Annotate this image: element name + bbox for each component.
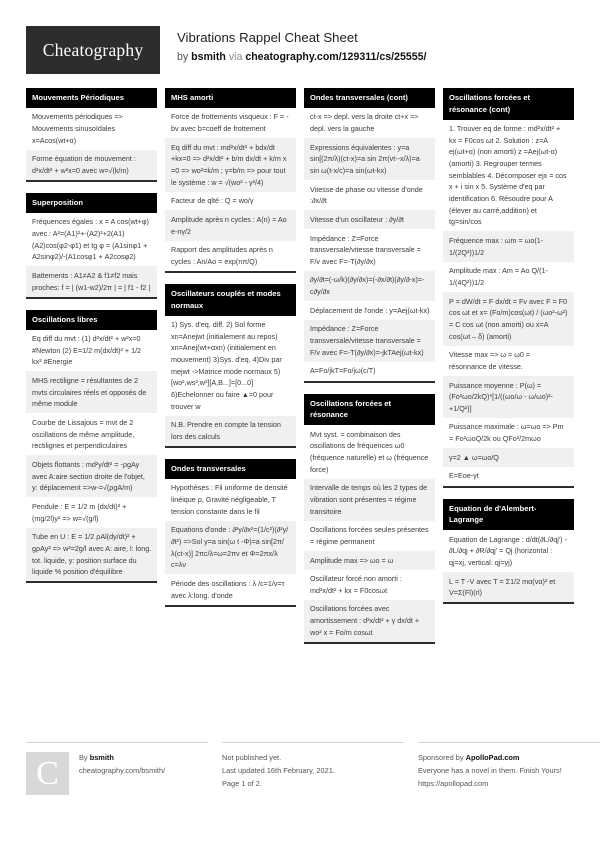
block-row: Forme équation de mouvement : d²x/dt² + w²x=0 avec w=√(k/m) <box>26 150 157 180</box>
block-row: Mouvements périodiques => Mouvements sinusoïdales x=Acos(wt+α) <box>26 108 157 150</box>
byline-author[interactable]: bsmith <box>191 50 226 63</box>
block-row: L = T -V avec T = Σ1/2 mα(vα)² et V=Σ(Fl)(rl) <box>443 572 574 602</box>
block-title: Oscillations libres <box>26 310 157 330</box>
cheatsheet-block <box>165 88 296 273</box>
block-title: Oscillations forcées et résonance <box>304 394 435 426</box>
block-row: Force de frottements visqueux : F = -bv avec b=coeff de frottement <box>165 108 296 138</box>
block-row: P = dW/dt = F dx/dt = Fv avec F = F0 cos ωt et x= (Fo/m)cos(ωt) / (ωo²-ω²) = C cos ωt (non amorti) ou x=A cos(ωt – δ) (amorti) <box>443 292 574 346</box>
block-row: Battements : A1≠A2 & f1≠f2 mais proches: f = | (w1-w2)/2π | = | f1 - f2 | <box>26 266 157 296</box>
block-row: Tube en U : E = 1/2 ρAl(dy/dt)² + gρAy² => w²=2g/l avec A: aire, l: long. tot. liquide, y: position surface du liquide % position d'équilibre <box>26 528 157 582</box>
footer-author-name[interactable]: bsmith <box>89 753 114 762</box>
block-row: ∂y/∂t=(-ω/k)(∂y/∂x)=(-∂x/∂t)(∂y/∂-x)=-c∂y/∂x <box>304 271 435 301</box>
block-row: Mvt syst. = combinaison des oscillations de fréquences ω0 (fréquence naturelle) et ω (fréquence force) <box>304 425 435 479</box>
block-row: MHS rectiligne = résultantes de 2 mvts circulaires réels et opposés de même module <box>26 371 157 413</box>
block-title: Ondes transversales (cont) <box>304 88 435 108</box>
footer-author-text <box>79 752 165 778</box>
sponsor-line <box>418 752 562 765</box>
block-row: Facteur de qlté : Q = wo/γ <box>165 192 296 211</box>
page-info: Page 1 of 2. <box>222 778 262 788</box>
block-row: 1. Trouver eq de forme : md²x/dt² + kx = F0cos ωt 2. Solution : z=A ej(ωt+α) (non amorti) z =Aej(ωt-α) (amorti) 3. Regrouper termes semblables 4. Décomposer ejx = cos x + i sin x 5. Système d'eq par identification 6. Résoudre pour A (élever au carré,addition) et tg=sin/cos <box>443 120 574 232</box>
footer-by-label: By <box>79 753 90 762</box>
block-title: Mouvements Périodiques <box>26 88 157 108</box>
block-row: Déplacement de l'onde : y=Aej(ωt-kx) <box>304 301 435 320</box>
cheatsheet-column <box>443 88 574 615</box>
block-row: Expressions équivalentes : y=a sin[(2π/λ)(ct-x)=a sin 2π(vt--x/λ)=a sin ω(t-x/c)=a sin(ωt-kx) <box>304 138 435 180</box>
block-row: Puissance maximale : ω=ωo => Pm = Fo²ωoQ/2k ou QFo²/2mωo <box>443 418 574 448</box>
block-row: Amplitude max => ωo = ω <box>304 551 435 570</box>
block-row: Courbe de Lissajous = mvt de 2 oscillations de même amplitude, rectilignes et perpendiculaires <box>26 413 157 455</box>
cheatsheet-block <box>26 88 157 182</box>
block-title: MHS amorti <box>165 88 296 108</box>
block-row: Vitesse de phase ou vitesse d'onde :∂x/∂t <box>304 180 435 210</box>
last-updated: Last updated 16th February, 2021. <box>222 765 335 775</box>
block-row: Amplitude max : Am = Ao Q/(1-1/(4Q²))1/2 <box>443 262 574 292</box>
avatar: C <box>26 752 69 795</box>
block-row: Période des oscillations : λ /c=1/ν=τ avec λ:long. d'onde <box>165 574 296 604</box>
logo-text: Cheatography <box>42 39 144 60</box>
footer-author-url[interactable]: cheatography.com/bsmith/ <box>79 765 166 775</box>
block-row: Amplitude après n cycles : A(n) = Ao e-nγ/2 <box>165 210 296 240</box>
page-title: Vibrations Rappel Cheat Sheet <box>177 30 358 45</box>
byline <box>177 50 427 64</box>
block-row: Equations d'onde : ∂²y/∂x²=(1/c²)(∂²y/∂t²) =>Sol y=a sin(ω t -Φ)=a sin[2π/λ(ct-x)] 2πc/λ=ω=2πν et Φ=2πx/λ c=λν <box>165 521 296 575</box>
footer-sponsor-column <box>418 742 600 795</box>
sponsor-tagline: Everyone has a novel in them. Finish Yours! <box>418 765 562 775</box>
block-row: Impédance : Z=Force transversale/vitesse transversale = F/v avec F=-T(∂y/∂x) <box>304 229 435 271</box>
block-row: ct-x => depl. vers la droite ct+x => depl. vers la gauche <box>304 108 435 138</box>
block-row: Hypothèses : Fil uniforme de densité linéique ρ, Gravité négligeable, T tension constante dans le fil <box>165 479 296 521</box>
block-row: E=Eoe-γt <box>443 467 574 486</box>
block-row: Fréquences égales : x = A cos(wt+φ) avec : A²=(A1)²+-(A2)²+2(A1)(A2)cos(φ2-φ1) et tg φ = (A1sinφ1 + A2sinφ2)/-(A1cosφ1 + A2cosφ2) <box>26 213 157 267</box>
footer-sponsor-text <box>418 752 562 791</box>
title-block <box>177 26 427 64</box>
block-row: Equation de Lagrange : d/dt(∂L/∂qj') - ∂L/∂qj + ∂R/∂qj' = Qj (horizontal : qj=xj, vertical: qj=yj) <box>443 530 574 572</box>
block-row: γ=2 ▲ ω=ωo/Q <box>443 448 574 467</box>
cheatsheet-block <box>26 310 157 584</box>
sponsor-url[interactable]: https://apollopad.com <box>418 778 489 788</box>
byline-via: via <box>225 50 246 63</box>
cheatsheet-columns <box>26 88 574 655</box>
footer-author-column <box>26 742 208 795</box>
block-row: Pendule : E = 1/2 m (dx/dt)² + (mg/2l)y² => w=√(g/l) <box>26 497 157 527</box>
block-row: Oscillations forcées seules présentes = régime permanent <box>304 521 435 551</box>
block-row: Oscillations forcées avec amortissement : d²x/dt² + γ dx/dt + wo² x = Fo/m cosωt <box>304 600 435 642</box>
block-row: Vitesse d'un oscillateur : ∂y/∂t <box>304 210 435 229</box>
sponsor-prefix: Sponsored by <box>418 753 466 762</box>
cheatsheet-column <box>304 88 435 655</box>
sponsor-name[interactable]: ApolloPad.com <box>465 753 520 762</box>
block-title: Superposition <box>26 193 157 213</box>
block-title: Ondes transversales <box>165 459 296 479</box>
cheatsheet-block <box>443 88 574 488</box>
page-footer <box>26 742 574 795</box>
block-row: Oscillateur forcé non amorti : md²x/dt² + kx = F0cosωt <box>304 570 435 600</box>
block-row: Objets flottants : md²y/dt² = -ρgAy avec A:aire section droite de l'objet, y: déplacement =>w-=√(ρgA/m) <box>26 455 157 497</box>
page-header <box>0 0 600 63</box>
block-row: A=Fo/jkT=Fo/jω(c/T) <box>304 362 435 381</box>
block-title: Oscillateurs couplés et modes normaux <box>165 284 296 316</box>
block-row: 1) Sys. d'eq. diff. 2) Sol forme xn=Anejwt (initialement au repos) xn=Anej(wt+αxn) (initialement en mouvement) 3)Sys. d'eq. 4)Div par mejwt ->Matrice mode normaux 5)[wo²,ws²,w²][A,B...]=[0...0] 6)Echelonner ou faire ▲=0 pour trouver w <box>165 316 296 416</box>
block-title: Oscillations forcées et résonance (cont) <box>443 88 574 120</box>
cheatsheet-block <box>165 284 296 448</box>
cheatsheet-column <box>165 88 296 618</box>
block-title: Equation de d'Alembert-Lagrange <box>443 499 574 531</box>
block-row: Intervalle de temps où les 2 types de vibration sont présentes = régime transitoire <box>304 479 435 521</box>
block-row: Eq diff du mvt : (1) d²x/dt² + w²x=0 #Newton (2) E=1/2 m(dx/dt)² + 1/2 kx² #Energie <box>26 330 157 372</box>
block-row: Impédance : Z=Force transversale/vitesse transversale = F/v avec F=-T(∂y/∂x)=-jkTAej(ωt-kx) <box>304 320 435 362</box>
footer-publish-text <box>222 752 335 791</box>
block-row: N.B. Prendre en compte la tension lors des calculs <box>165 416 296 446</box>
block-row: Eq diff du mvt : md²x/dt² + bdx/dt +kx=0 => d²x/dt² + b/m dx/dt + k/m x =0 => wo²=k/m ; γ=b/m => pour tout le système : w = √(wo² - γ²/4) <box>165 138 296 192</box>
cheatography-logo[interactable] <box>26 26 160 74</box>
block-row: Fréquence max : ωm = ωo(1-1/(2Q²))1/2 <box>443 231 574 261</box>
publish-status: Not published yet. <box>222 753 282 762</box>
cheatsheet-block <box>26 193 157 299</box>
byline-source-link[interactable]: cheatography.com/129311/cs/25555/ <box>245 50 427 63</box>
footer-publish-column <box>222 742 404 795</box>
cheatsheet-block <box>304 394 435 644</box>
cheatsheet-block <box>443 499 574 605</box>
block-row: Vitesse max => ω = ω0 = résonnance de vitesse. <box>443 346 574 376</box>
block-row: Rapport des amplitudes après n cycles : An/Ao = exp(nπ/Q) <box>165 241 296 271</box>
cheatsheet-column <box>26 88 157 594</box>
block-row: Puissance moyenne : P(ω) = (Fo²ωo/2kQ)*[1/((ωo/ω - ω/ωo)²-+1/Q²)] <box>443 376 574 418</box>
cheatsheet-block <box>304 88 435 383</box>
byline-prefix: by <box>177 50 192 63</box>
footer-by-line <box>79 752 165 765</box>
cheatsheet-block <box>165 459 296 607</box>
